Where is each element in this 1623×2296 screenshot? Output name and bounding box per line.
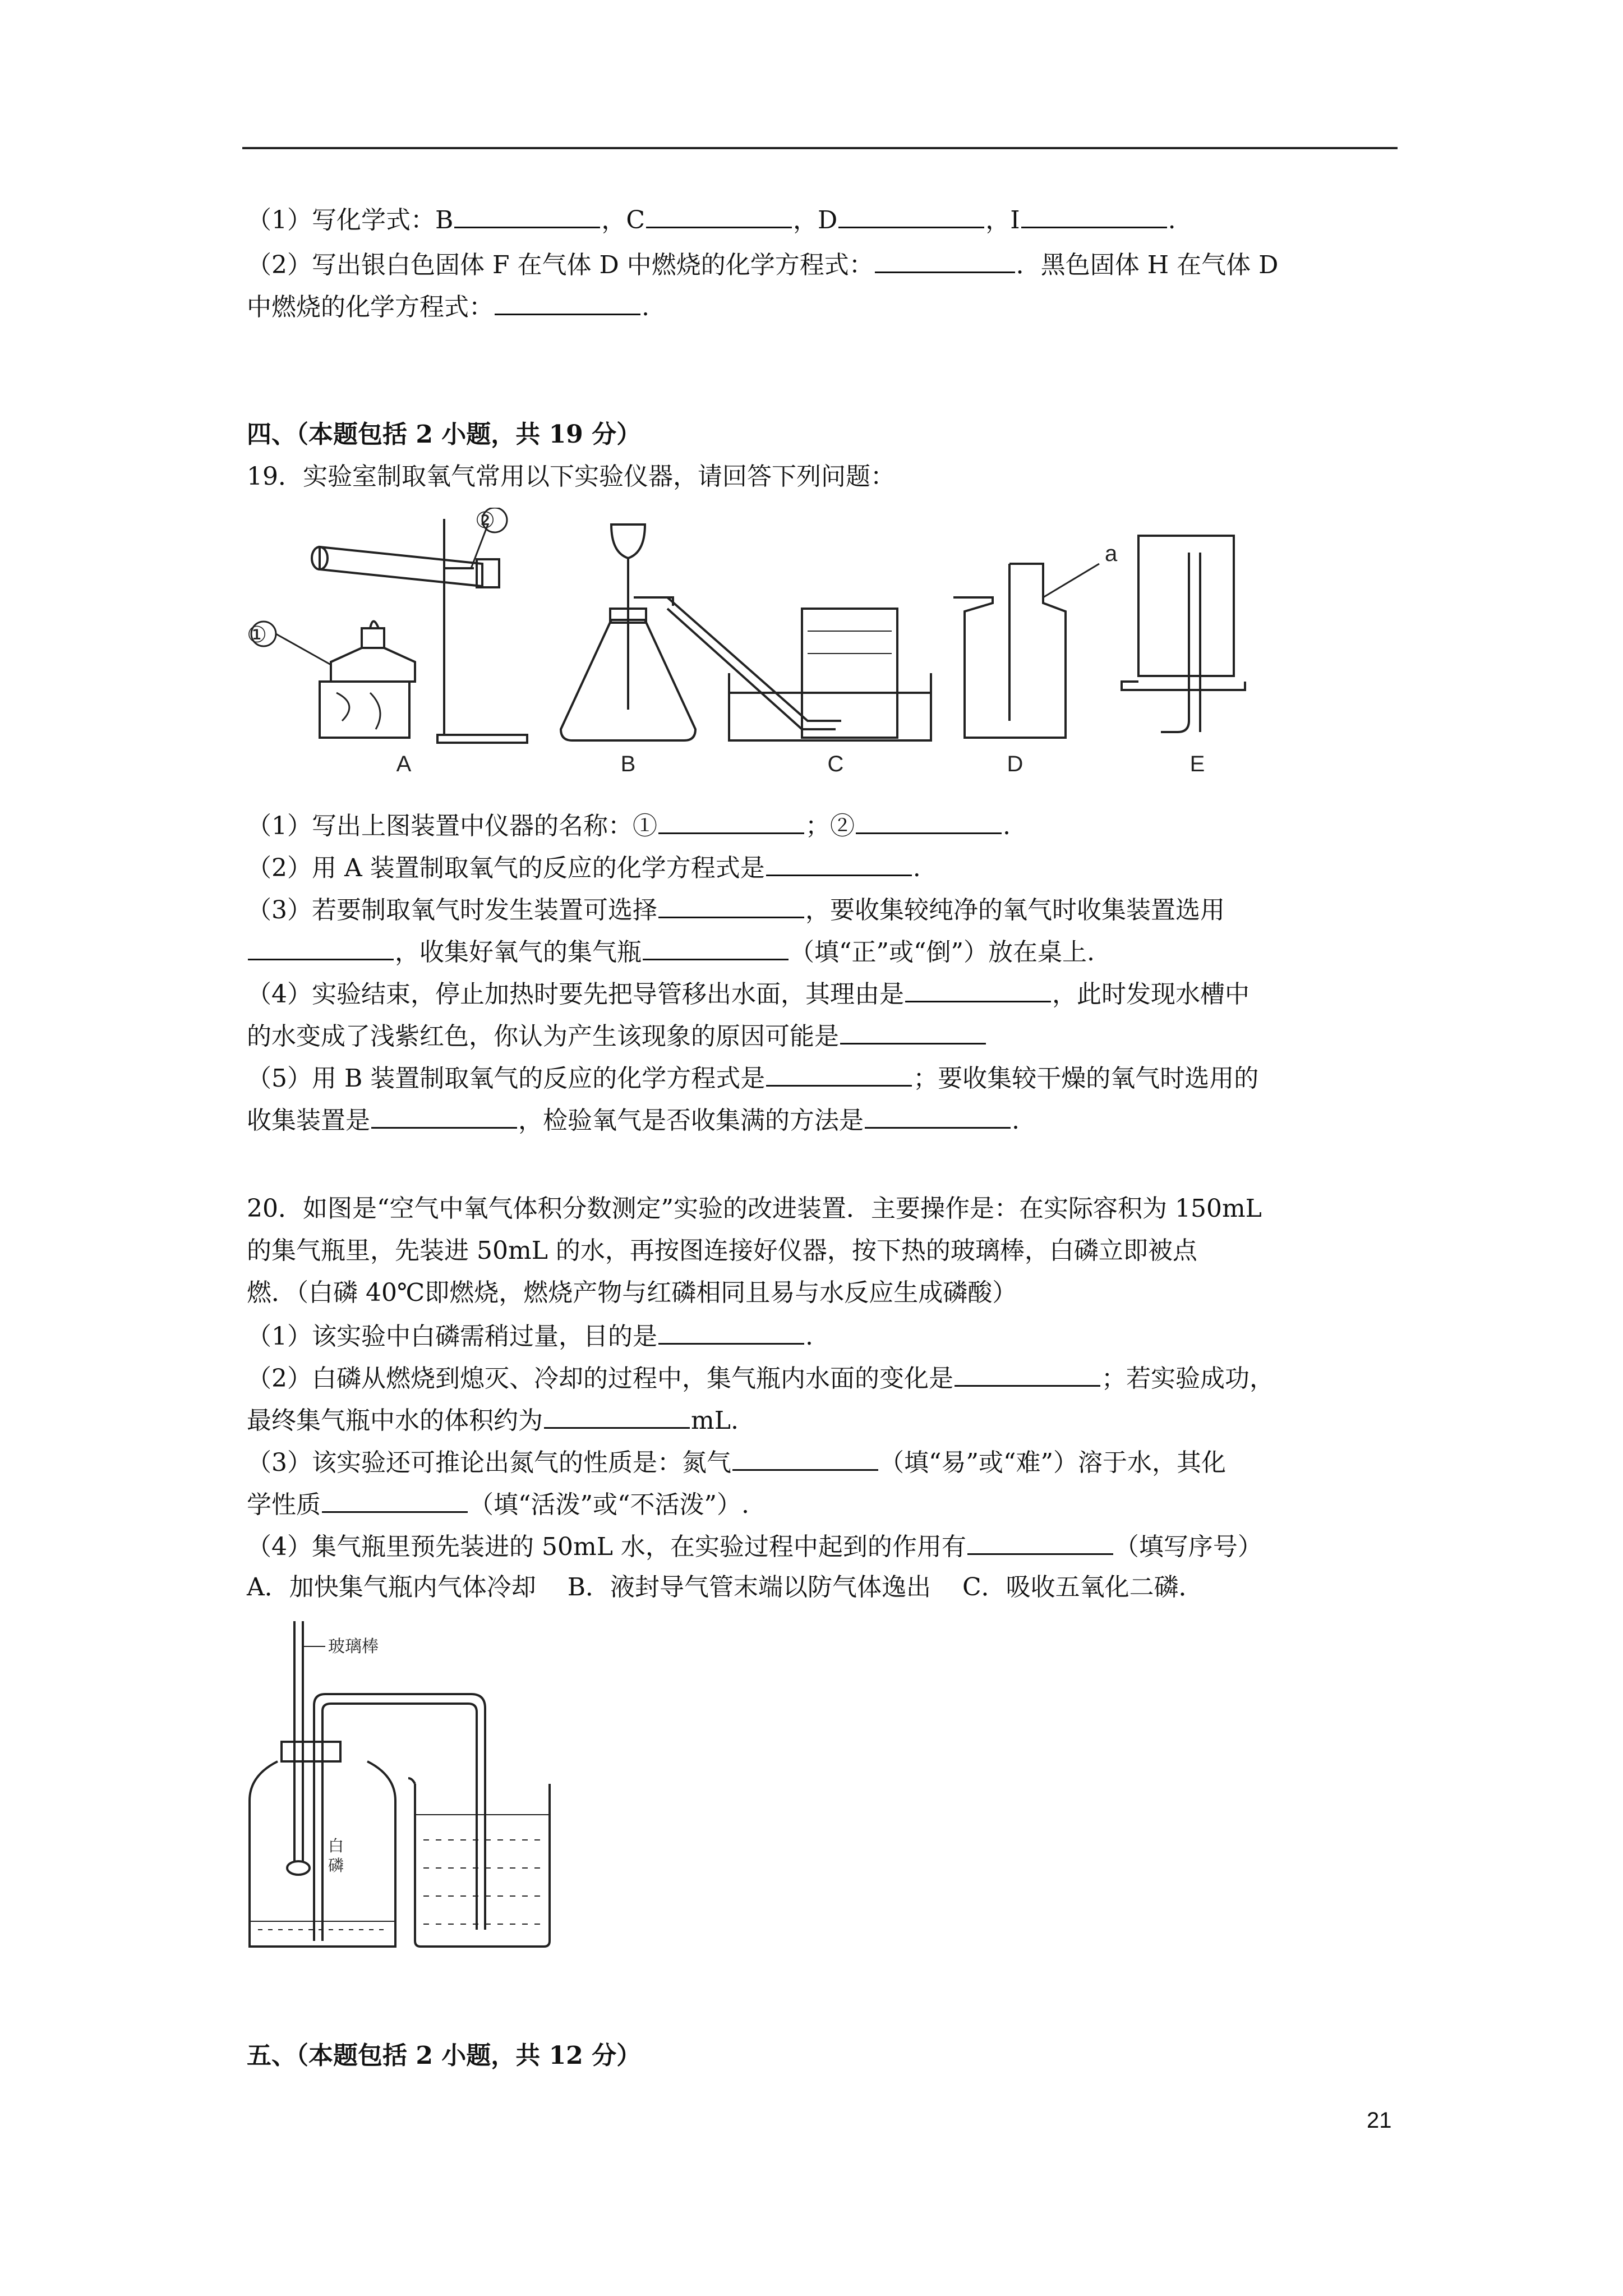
mark-2: ②: [475, 508, 495, 533]
answer-blank-20-4[interactable]: [967, 1529, 1113, 1555]
answer-blank-19-5a[interactable]: [766, 1060, 912, 1087]
mark-a: a: [1105, 541, 1118, 566]
q19-p3b: ，收集好氧气的集气瓶 （填“正”或“倒”）放在桌上.: [247, 934, 1095, 969]
answer-blank-c[interactable]: [646, 202, 792, 228]
q20-apparatus-figure: [247, 1616, 583, 1952]
q20-p4: （4）集气瓶里预先装进的 50mL 水，在实验过程中起到的作用有 （填写序号）: [247, 1529, 1262, 1564]
q19-p4a: （4）实验结束，停止加热时要先把导管移出水面，其理由是 ，此时发现水槽中: [247, 976, 1249, 1011]
stand-base: [437, 735, 527, 743]
answer-blank-19-4b[interactable]: [840, 1018, 986, 1045]
q20-p2b: 最终集气瓶中水的体积约为 mL.: [247, 1402, 739, 1438]
label-glass-rod: 玻璃棒: [328, 1637, 379, 1657]
answer-blank-19-1a[interactable]: [658, 808, 804, 834]
q19-intro: 19．实验室制取氧气常用以下实验仪器，请回答下列问题：: [247, 462, 895, 491]
answer-blank-i[interactable]: [1021, 202, 1167, 228]
answer-blank-19-1b[interactable]: [856, 808, 1002, 834]
q20-line1: 20．如图是“空气中氧气体积分数测定”实验的改进装置．主要操作是：在实际容积为 150mL: [247, 1194, 1262, 1223]
q18-part1: （1）写化学式：B ，C ，D ，I .: [247, 202, 1176, 237]
q19-apparatus-figure: [247, 508, 1312, 788]
figure-label-c: C: [827, 752, 844, 776]
answer-blank-19-5b[interactable]: [371, 1102, 517, 1129]
answer-blank-20-2b[interactable]: [544, 1402, 690, 1429]
answer-blank-20-2a[interactable]: [955, 1360, 1100, 1387]
q20-p1: （1）该实验中白磷需稍过量，目的是 .: [247, 1318, 813, 1354]
q20-p3b: 学性质 （填“活泼”或“不活泼”）.: [247, 1487, 749, 1522]
answer-blank-19-3c[interactable]: [643, 934, 789, 960]
answer-blank-20-1[interactable]: [658, 1318, 804, 1345]
answer-blank-b[interactable]: [454, 202, 600, 228]
q20-p2a: （2）白磷从燃烧到熄灭、冷却的过程中，集气瓶内水面的变化是 ；若实验成功，: [247, 1360, 1274, 1396]
mark-1: ①: [247, 623, 267, 647]
q19-p2: （2）用 A 装置制取氧气的反应的化学方程式是 .: [247, 850, 921, 885]
header-rule: [242, 147, 1398, 149]
q19-p4b: 的水变成了浅紫红色，你认为产生该现象的原因可能是: [247, 1018, 987, 1053]
answer-blank-19-2[interactable]: [766, 850, 912, 876]
q20-line3: 燃．（白磷 40℃即燃烧，燃烧产物与红磷相同且易与水反应生成磷酸）: [247, 1278, 1017, 1307]
label-white-phosphorus-1: 白: [328, 1837, 344, 1855]
answer-blank-f-equation[interactable]: [875, 247, 1015, 273]
label-white-phosphorus-2: 磷: [328, 1856, 344, 1875]
figure-label-a: A: [396, 752, 412, 776]
page-number: 21: [1367, 2108, 1392, 2133]
figure-label-b: B: [620, 752, 636, 776]
figure-label-e: E: [1189, 752, 1205, 776]
section-4-title: 四、（本题包括 2 小题，共 19 分）: [247, 420, 642, 449]
q20-p3a: （3）该实验还可推论出氮气的性质是：氮气 （填“易”或“难”）溶于水，其化: [247, 1444, 1226, 1480]
section-5-title: 五、（本题包括 2 小题，共 12 分）: [247, 2041, 642, 2070]
answer-blank-19-3b[interactable]: [248, 934, 394, 960]
answer-blank-20-3b[interactable]: [322, 1487, 468, 1513]
answer-blank-d[interactable]: [838, 202, 984, 228]
answer-blank-19-5c[interactable]: [865, 1102, 1011, 1129]
q19-p5a: （5）用 B 装置制取氧气的反应的化学方程式是 ；要收集较干燥的氧气时选用的: [247, 1060, 1258, 1096]
q19-p1: （1）写出上图装置中仪器的名称：① ；② .: [247, 808, 1011, 843]
answer-blank-h-equation[interactable]: [495, 289, 640, 315]
answer-blank-19-3a[interactable]: [658, 892, 804, 918]
figure-label-d: D: [1007, 752, 1023, 776]
q19-p5b: 收集装置是 ，检验氧气是否收集满的方法是 .: [247, 1102, 1020, 1138]
answer-blank-20-3a[interactable]: [732, 1444, 878, 1471]
q18-part2b: 中燃烧的化学方程式： .: [247, 289, 649, 324]
q18-part2a: （2）写出银白色固体 F 在气体 D 中燃烧的化学方程式： ．黑色固体 H 在气体 D: [247, 247, 1278, 282]
q20-line2: 的集气瓶里，先装进 50mL 的水，再按图连接好仪器，按下热的玻璃棒，白磷立即被点: [247, 1236, 1197, 1265]
q19-p3a: （3）若要制取氧气时发生装置可选择 ，要收集较纯净的氧气时收集装置选用: [247, 892, 1225, 927]
q20-options: A．加快集气瓶内气体冷却 B．液封导气管末端以防气体逸出 C．吸收五氧化二磷．: [247, 1573, 1204, 1602]
answer-blank-19-4a[interactable]: [905, 976, 1051, 1002]
